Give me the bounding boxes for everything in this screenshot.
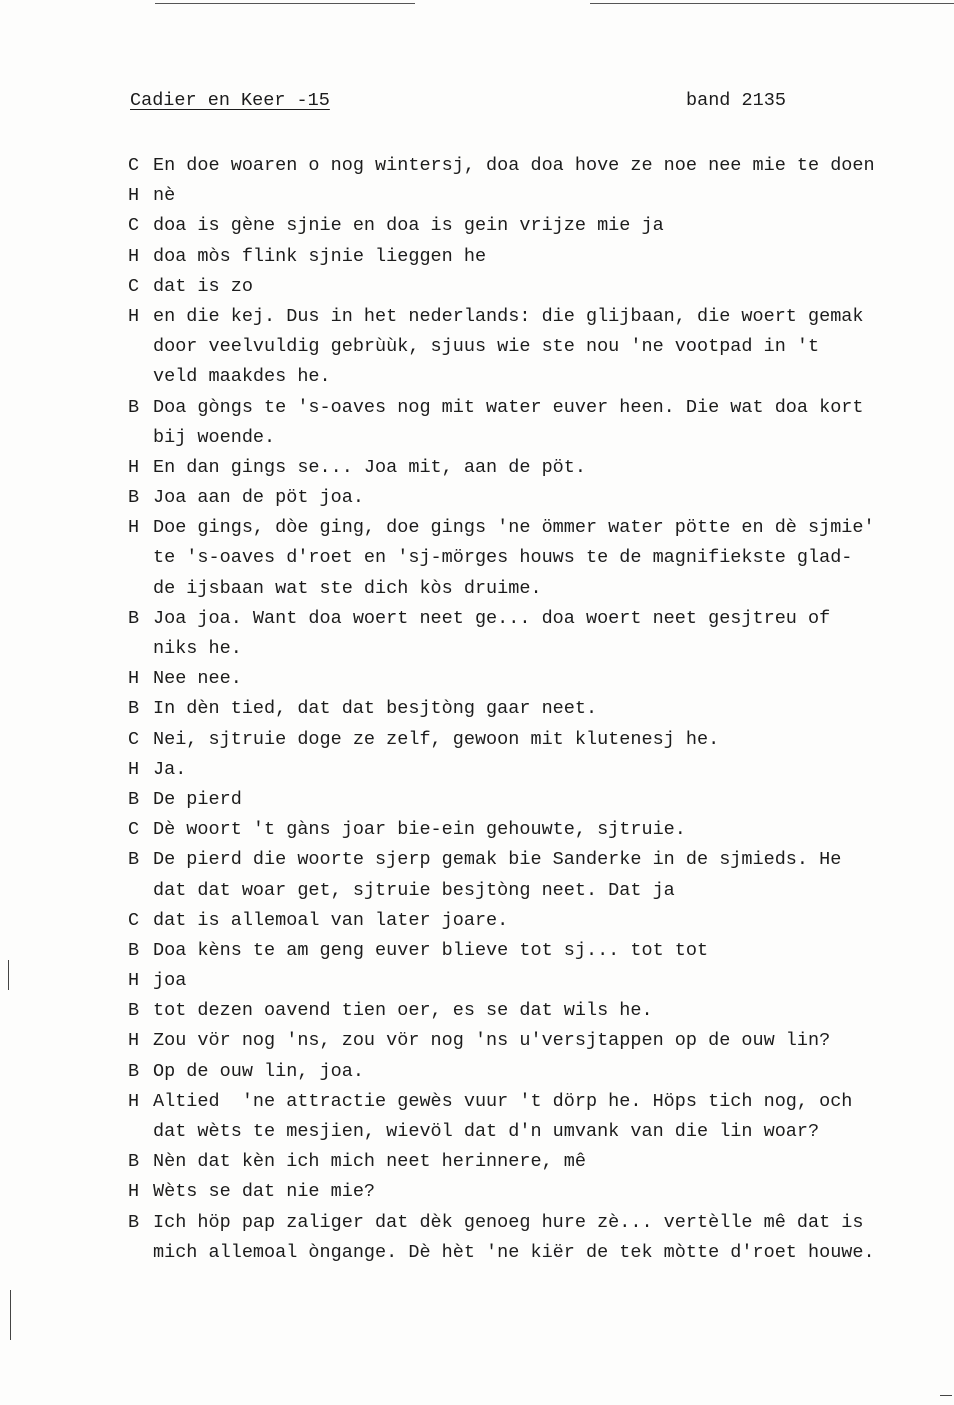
line-text: dat wèts te mesjien, wievöl dat d'n umvank van die lin woar? bbox=[153, 1121, 820, 1142]
line-text: dat is zo bbox=[153, 275, 253, 297]
scan-mark bbox=[8, 960, 9, 990]
line-text: Doa kèns te am geng euver blieve tot sj... tot tot bbox=[153, 939, 709, 961]
line-text: Joa joa. Want doa woert neet ge... doa woert neet gesjtreu of bbox=[153, 607, 831, 629]
transcript-line bbox=[128, 543, 954, 573]
line-text: Zou vör nog 'ns, zou vör nog 'ns u'versjtappen op de ouw lin? bbox=[153, 1030, 831, 1052]
speaker-label: H bbox=[128, 517, 140, 539]
speaker-label: B bbox=[128, 1211, 140, 1233]
document-title: Cadier en Keer -15 bbox=[130, 90, 330, 111]
scan-mark bbox=[940, 1395, 952, 1396]
speaker-label: H bbox=[128, 970, 140, 992]
transcript-line bbox=[128, 725, 954, 755]
line-text: bij woende. bbox=[153, 426, 276, 448]
band-number: band 2135 bbox=[686, 90, 786, 111]
line-text: Ich höp pap zaliger dat dèk genoeg hure zè... vertèlle mê dat is bbox=[153, 1211, 864, 1233]
transcript-line bbox=[128, 966, 954, 996]
line-text: Doe gings, dòe ging, doe gings 'ne ömmer water pötte en dè sjmie' bbox=[153, 517, 875, 539]
line-text: mich allemoal òngange. Dè hèt 'ne kiër de tek mòtte d'roet houwe. bbox=[153, 1241, 875, 1263]
transcript-line bbox=[128, 272, 954, 302]
transcript-line bbox=[128, 362, 954, 392]
transcript-line bbox=[128, 453, 954, 483]
speaker-label: B bbox=[128, 396, 140, 418]
transcript-line bbox=[128, 694, 954, 724]
transcript-line bbox=[128, 845, 954, 875]
line-text: Op de ouw lin, joa. bbox=[153, 1060, 364, 1082]
transcript-line bbox=[128, 483, 954, 513]
transcript-line bbox=[128, 1238, 954, 1268]
line-text: de ijsbaan wat ste dich kòs druime. bbox=[153, 577, 542, 599]
transcript-line bbox=[128, 574, 954, 604]
line-text: Nee nee. bbox=[153, 668, 242, 690]
line-text: Nei, sjtruie doge ze zelf, gewoon mit klutenesj he. bbox=[153, 728, 720, 750]
line-text: tot dezen oavend tien oer, es se dat wils he. bbox=[153, 1000, 653, 1022]
scan-top-line bbox=[155, 3, 415, 4]
transcript-line bbox=[128, 332, 954, 362]
transcript-line bbox=[128, 664, 954, 694]
transcript-line bbox=[128, 302, 954, 332]
transcript-line bbox=[128, 906, 954, 936]
transcript-line bbox=[128, 151, 954, 181]
line-text: joa bbox=[153, 970, 187, 992]
scan-top-line bbox=[590, 3, 954, 4]
line-text: veld maakdes he. bbox=[153, 366, 331, 388]
transcript-line bbox=[128, 996, 954, 1026]
line-text: Wèts se dat nie mie? bbox=[153, 1181, 376, 1203]
speaker-label: H bbox=[128, 1030, 140, 1052]
speaker-label: B bbox=[128, 849, 140, 871]
line-text: Doa gòngs te 's-oaves nog mit water euver heen. Die wat doa kort bbox=[153, 396, 864, 418]
line-text: En doe woaren o nog wintersj, doa doa hove ze noe nee mie te doen bbox=[153, 155, 875, 176]
transcript-line bbox=[128, 393, 954, 423]
line-text: te 's-oaves d'roet en 'sj-mörges houws te de magnifiekste glad- bbox=[153, 547, 853, 569]
transcript-line bbox=[128, 423, 954, 453]
speaker-label: B bbox=[128, 939, 140, 961]
line-text: nè bbox=[153, 185, 176, 207]
line-text: Ja. bbox=[153, 758, 187, 780]
line-text: In dèn tied, dat dat besjtòng gaar neet. bbox=[153, 698, 598, 720]
transcript-line bbox=[128, 785, 954, 815]
transcript-line bbox=[128, 815, 954, 845]
transcript-line bbox=[128, 513, 954, 543]
line-text: door veelvuldig gebrùùk, sjuus wie ste nou 'ne vootpad in 't bbox=[153, 336, 820, 358]
speaker-label: H bbox=[128, 185, 140, 207]
line-text: Dè woort 't gàns joar bie-ein gehouwte, sjtruie. bbox=[153, 819, 686, 841]
line-text: Joa aan de pöt joa. bbox=[153, 487, 364, 509]
speaker-label: C bbox=[128, 155, 140, 176]
line-text: De pierd bbox=[153, 788, 242, 810]
line-text: En dan gings se... Joa mit, aan de pöt. bbox=[153, 456, 586, 478]
speaker-label: C bbox=[128, 909, 140, 931]
line-text: doa mòs flink sjnie lieggen he bbox=[153, 245, 487, 267]
transcript-line bbox=[128, 1147, 954, 1177]
line-text: Nèn dat kèn ich mich neet herinnere, mê bbox=[153, 1151, 586, 1173]
transcript-line bbox=[128, 755, 954, 785]
speaker-label: C bbox=[128, 728, 140, 750]
line-text: De pierd die woorte sjerp gemak bie Sanderke in de sjmieds. He bbox=[153, 849, 842, 871]
speaker-label: H bbox=[128, 758, 140, 780]
speaker-label: B bbox=[128, 487, 140, 509]
transcript-line bbox=[128, 634, 954, 664]
transcript-line bbox=[128, 876, 954, 906]
speaker-label: H bbox=[128, 245, 140, 267]
speaker-label: B bbox=[128, 698, 140, 720]
transcript-line bbox=[128, 1208, 954, 1238]
speaker-label: C bbox=[128, 215, 140, 237]
transcript-line bbox=[128, 1117, 954, 1147]
speaker-label: B bbox=[128, 1151, 140, 1173]
line-text: dat is allemoal van later joare. bbox=[153, 909, 509, 931]
transcript-line bbox=[128, 1087, 954, 1117]
speaker-label: B bbox=[128, 1000, 140, 1022]
speaker-label: H bbox=[128, 305, 140, 327]
transcript-line bbox=[128, 1026, 954, 1056]
line-text: doa is gène sjnie en doa is gein vrijze mie ja bbox=[153, 215, 664, 237]
page-header bbox=[130, 90, 954, 120]
line-text: en die kej. Dus in het nederlands: die glijbaan, die woert gemak bbox=[153, 305, 864, 327]
transcript-line bbox=[128, 1057, 954, 1087]
speaker-label: C bbox=[128, 819, 140, 841]
speaker-label: B bbox=[128, 788, 140, 810]
line-text: Altied 'ne attractie gewès vuur 't dörp he. Höps tich nog, och bbox=[153, 1090, 853, 1112]
line-text: dat dat woar get, sjtruie besjtòng neet. Dat ja bbox=[153, 879, 675, 901]
speaker-label: H bbox=[128, 668, 140, 690]
speaker-label: H bbox=[128, 1181, 140, 1203]
transcript-line bbox=[128, 242, 954, 272]
line-text: niks he. bbox=[153, 638, 242, 659]
transcript-line bbox=[128, 936, 954, 966]
speaker-label: H bbox=[128, 1090, 140, 1112]
transcript-line bbox=[128, 1177, 954, 1207]
speaker-label: C bbox=[128, 275, 140, 297]
transcript-line bbox=[128, 181, 954, 211]
speaker-label: B bbox=[128, 607, 140, 629]
transcript-line bbox=[128, 211, 954, 241]
speaker-label: H bbox=[128, 456, 140, 478]
scan-mark bbox=[10, 1290, 11, 1340]
transcript bbox=[128, 151, 954, 1268]
speaker-label: B bbox=[128, 1060, 140, 1082]
transcript-line bbox=[128, 604, 954, 634]
